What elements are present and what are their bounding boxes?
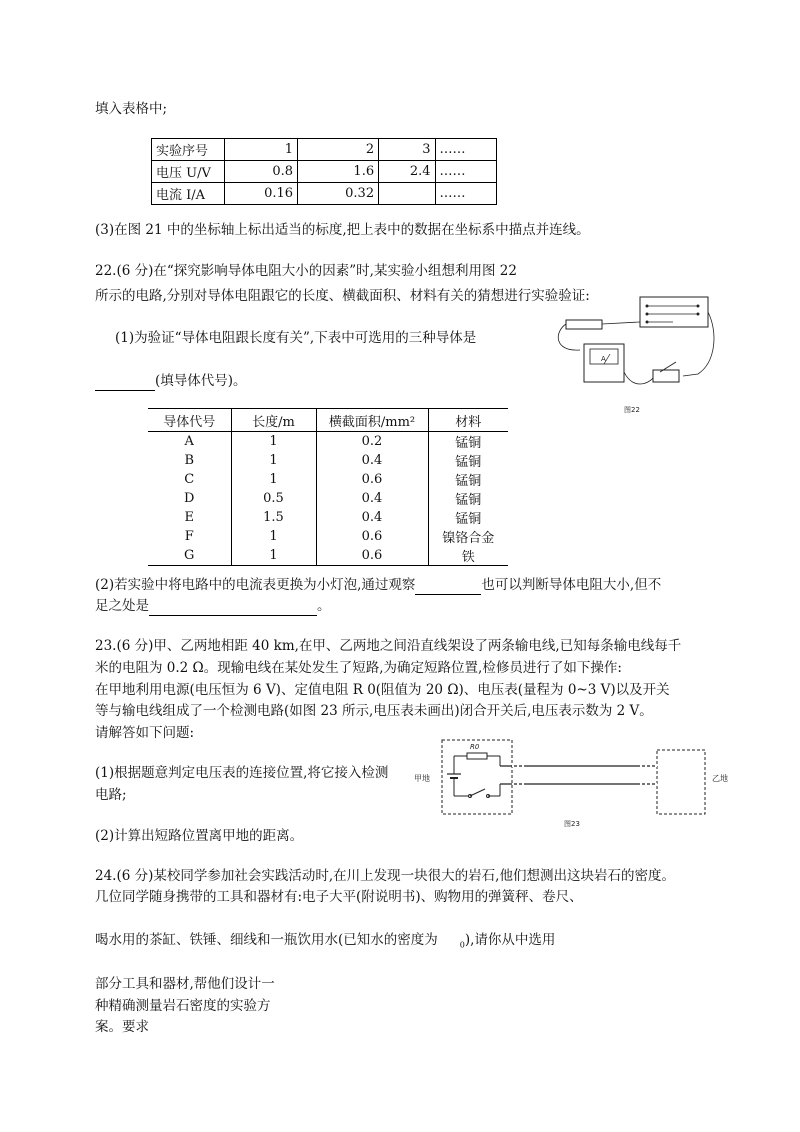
table-header: 材料 [428, 409, 508, 432]
table-cell: 电流 I/A [152, 183, 225, 205]
table-cell: 实验序号 [152, 139, 225, 161]
table-row [148, 432, 508, 452]
table-cell: 0.4 [316, 508, 428, 527]
q24-line6: 案。要求 [95, 1019, 149, 1035]
table-cell: 1.6 [298, 161, 379, 183]
jia-label: 甲地 [414, 774, 430, 783]
table-cell: 0.32 [298, 183, 379, 205]
table-header: 导体代号 [148, 409, 231, 432]
q22-part2-line2 [95, 597, 331, 616]
q21-part3: (3)在图 21 中的坐标轴上标出适当的标度,把上表中的数据在坐标系中描点并连线。 [95, 222, 590, 238]
table-cell: 1 [231, 451, 316, 470]
r0-label: R0 [470, 743, 480, 751]
table-cell: 镍铬合金 [428, 527, 508, 546]
q23-line1: 23.(6 分)甲、乙两地相距 40 km,在甲、乙两地之间沿直线架设了两条输电线,已知每条输电线每千 [95, 638, 682, 654]
data-table-voltage-current [151, 138, 497, 205]
table-header: 横截面积/mm² [316, 409, 428, 432]
battery [566, 320, 602, 329]
table-row [148, 527, 508, 546]
table-cell: 0.5 [231, 489, 316, 508]
table-cell: 2.4 [379, 161, 435, 183]
table-cell: …… [435, 183, 497, 205]
yi-box [657, 750, 705, 814]
table-cell: 1 [231, 432, 316, 452]
table-cell: 1 [225, 139, 298, 161]
table-cell: 锰铜 [428, 470, 508, 489]
table-cell: 0.16 [225, 183, 298, 205]
svg-text:A: A [601, 355, 606, 363]
q22-part2-end: 。 [317, 598, 331, 614]
table-cell: 锰铜 [428, 451, 508, 470]
table-cell: 0.6 [316, 546, 428, 566]
table-cell: 1 [231, 470, 316, 489]
q24-line5: 种精确测量岩石密度的实验方 [95, 998, 271, 1014]
q23-sub1-cont: 电路; [95, 787, 127, 803]
table-cell: …… [435, 139, 497, 161]
q24-line3 [95, 931, 555, 955]
switch [653, 370, 679, 382]
table-row [152, 139, 497, 161]
table-header: 长度/m [231, 409, 316, 432]
table-row [148, 546, 508, 566]
table-row [152, 183, 497, 205]
q22-part1-answer [95, 372, 247, 391]
q24-line3-text: 喝水用的茶缸、铁锤、细线和一瓶饮用水(已知水的密度为 [95, 932, 438, 948]
table-cell: 0.4 [316, 489, 428, 508]
table-cell: D [184, 491, 195, 506]
table-cell: 0.4 [316, 451, 428, 470]
q22-part1-suffix: (填导体代号)。 [155, 373, 247, 389]
q22-line2: 所示的电路,分别对导体电阻跟它的长度、横截面积、材料有关的猜想进行实验验证: [95, 288, 590, 304]
table-cell: C [184, 472, 195, 487]
table-cell: B [184, 453, 195, 468]
q23-line5: 请解答如下问题: [95, 725, 195, 741]
q23-line2: 米的电阻为 0.2 Ω。现输电线在某处发生了短路,为确定短路位置,检修员进行了如下操作: [95, 660, 622, 676]
switch-blade [470, 789, 485, 796]
table-cell: 锰铜 [428, 508, 508, 527]
table-cell: E [184, 510, 194, 525]
figure-23-circuit [412, 736, 742, 828]
table-cell: 0.6 [316, 470, 428, 489]
q23-sub2: (2)计算出短路位置离甲地的距离。 [95, 828, 304, 844]
table-row [148, 470, 508, 489]
q22-line1: 22.(6 分)在“探究影响导体电阻大小的因素”时,某实验小组想利用图 22 [95, 263, 517, 279]
table-cell: F [184, 529, 194, 544]
rho-subscript: 0 [459, 940, 465, 950]
table-cell: G [184, 548, 195, 563]
table-cell: 1 [231, 527, 316, 546]
table-cell: 0.6 [316, 527, 428, 546]
answer-blank[interactable] [95, 372, 155, 391]
table-cell: A [184, 434, 194, 449]
table-header-row [148, 409, 508, 432]
conductor-table [148, 408, 508, 566]
yi-label: 乙地 [712, 774, 728, 783]
q23-sub1: (1)根据题意判定电压表的连接位置,将它接入检测 [95, 765, 389, 781]
table-row [152, 161, 497, 183]
q22-part1: (1)为验证“导体电阻跟长度有关”,下表中可选用的三种导体是 [115, 330, 477, 346]
figure-23-label: 图23 [564, 820, 580, 828]
table-cell: 铁 [428, 546, 508, 566]
q22-part2-text3: 足之处是 [95, 598, 149, 614]
figure-22-circuit [548, 292, 720, 422]
figure-22-label: 图22 [624, 406, 640, 414]
q22-part2-text2: 也可以判断导体电阻大小,但不 [481, 577, 662, 593]
q24-line3-end: ),请你从中选用 [464, 932, 556, 948]
table-cell: …… [435, 161, 497, 183]
table-row [148, 489, 508, 508]
table-cell: 3 [379, 139, 435, 161]
table-cell: 1 [231, 546, 316, 566]
q22-part2 [95, 576, 661, 595]
q23-line4: 等与输电线组成了一个检测电路(如图 23 所示,电压表未画出)闭合开关后,电压表示数为 2 V。 [95, 703, 653, 719]
resistance-board [640, 297, 708, 327]
q24-line4: 部分工具和器材,帮他们设计一 [95, 976, 275, 992]
table-cell: 锰铜 [428, 432, 508, 452]
table-cell: 电压 U/V [152, 161, 225, 183]
table-cell: 2 [298, 139, 379, 161]
q24-line1: 24.(6 分)某校同学参加社会实践活动时,在川上发现一块很大的岩石,他们想测出这块岩石的密度。 [95, 868, 675, 884]
table-cell: 锰铜 [428, 489, 508, 508]
resistor-r0 [467, 753, 487, 759]
q23-line3: 在甲地利用电源(电压恒为 6 V)、定值电阻 R 0(阻值为 20 Ω)、电压表(量程为 0~3 V)以及开关 [95, 682, 670, 698]
q24-line2: 几位同学随身携带的工具和器材有:电子大平(附说明书)、购物用的弹簧秤、卷尺、 [95, 889, 583, 905]
table-cell: 1.5 [231, 508, 316, 527]
intro-text: 填入表格中; [95, 101, 168, 117]
q22-part2-text: (2)若实验中将电路中的电流表更换为小灯泡,通过观察 [95, 577, 416, 593]
table-cell: 0.2 [316, 432, 428, 452]
table-row [148, 451, 508, 470]
table-cell [379, 183, 435, 205]
answer-blank[interactable] [415, 576, 481, 595]
table-row [148, 508, 508, 527]
table-cell: 0.8 [225, 161, 298, 183]
answer-blank[interactable] [149, 597, 317, 616]
